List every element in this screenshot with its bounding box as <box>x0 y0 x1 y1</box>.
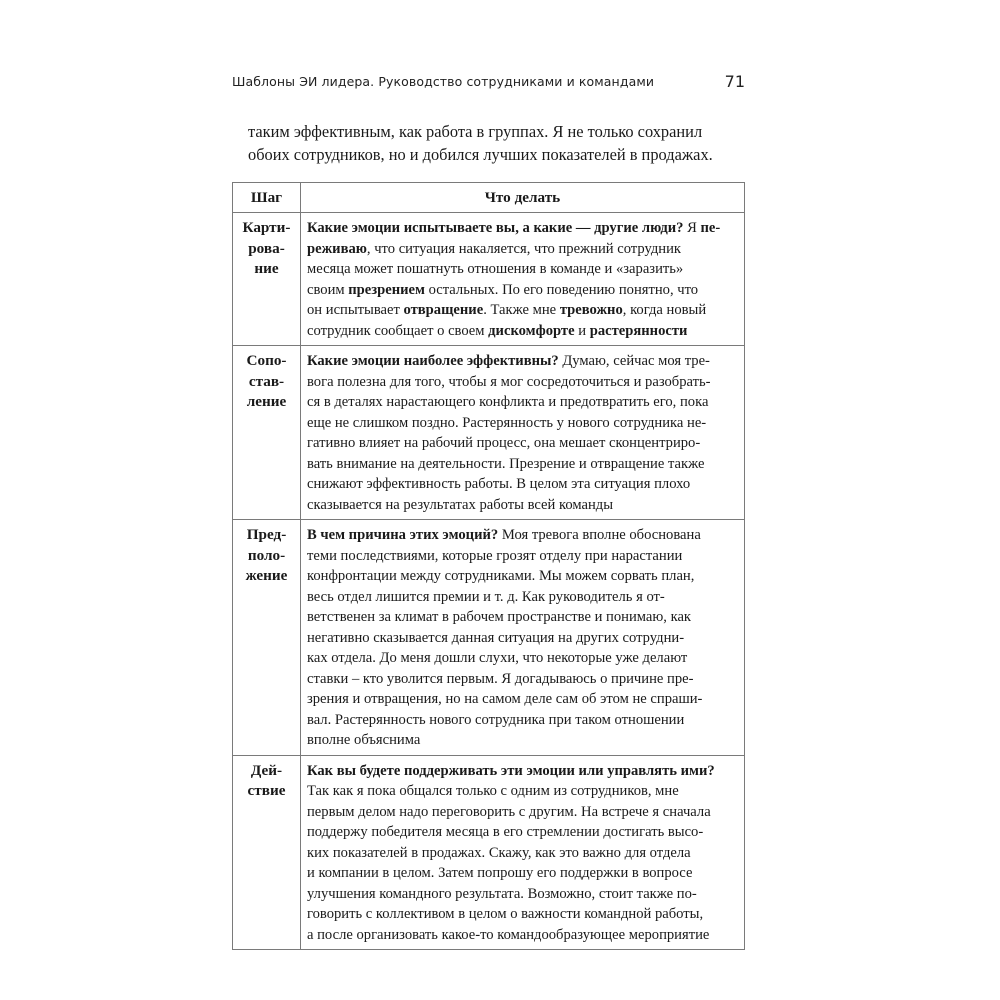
body-text: ких показателей в продажах. Скажу, как это важно для отдела <box>307 844 691 861</box>
table-row <box>233 213 745 346</box>
emphasis-text: реживаю <box>307 240 367 257</box>
header-step: Шаг <box>233 183 301 213</box>
step-name-part: Карти- <box>242 219 291 236</box>
body-text: весь отдел лишится премии и т. д. Как руководитель я от- <box>307 588 665 605</box>
action-text-line <box>307 474 740 495</box>
step-cell <box>233 213 301 346</box>
body-text: Я <box>683 220 701 236</box>
page-number: 71 <box>724 72 745 91</box>
step-name-part: Дей- <box>250 761 283 779</box>
table-body <box>233 213 745 950</box>
body-text: сказывается на результатах работы всей команды <box>307 496 614 513</box>
body-text: вога полезна для того, чтобы я мог сосредоточиться и разобрать- <box>307 373 711 390</box>
emphasis-text: растерянности <box>589 322 688 339</box>
action-cell <box>301 755 745 950</box>
body-text: сотрудник сообщает о своем <box>307 322 489 339</box>
body-text: и <box>574 322 590 339</box>
table-header-row <box>233 183 745 213</box>
body-text: снижают эффективность работы. В целом эта ситуация плохо <box>307 476 691 492</box>
table-row <box>233 346 745 520</box>
action-text-line <box>307 351 740 372</box>
body-text: и компании в целом. Затем попрошу его поддержки в вопросе <box>307 865 693 881</box>
action-text-line <box>307 495 740 516</box>
intro-line: обоих сотрудников, но и добился лучших показателей в продажах. <box>248 145 713 164</box>
body-text: говорить с коллективом в целом о важности командной работы, <box>307 906 704 922</box>
table-row <box>233 520 745 756</box>
step-name-part: ствие <box>247 782 286 799</box>
action-text-line <box>307 218 740 239</box>
action-text-line <box>307 454 740 475</box>
intro-line: таким эффективным, как работа в группах. Я не только сохранил <box>248 122 703 141</box>
action-text-line <box>307 781 740 802</box>
action-text-line <box>307 648 740 669</box>
ei-steps-table <box>232 182 745 950</box>
action-text-line <box>307 710 740 731</box>
emphasis-text: Какие эмоции испытываете вы, а какие — другие люди? <box>307 220 684 236</box>
step-name-part: поло- <box>247 546 286 564</box>
body-text: конфронтации между сотрудниками. Мы можем сорвать план, <box>307 568 695 584</box>
emphasis-text: отвращение <box>403 302 484 318</box>
action-text-line <box>307 259 740 280</box>
action-text-line <box>307 587 740 608</box>
step-name-part: жение <box>245 567 288 584</box>
action-text-line <box>307 628 740 649</box>
action-text-line <box>307 413 740 434</box>
body-text: вал. Растерянность нового сотрудника при таком отношении <box>307 711 685 728</box>
body-text: зрения и отвращения, но на самом деле сам об этом не спраши- <box>307 691 703 707</box>
body-text: Думаю, сейчас моя тре- <box>558 353 710 369</box>
action-cell <box>301 213 745 346</box>
body-text: вать внимание на деятельности. Презрение и отвращение также <box>307 455 705 472</box>
body-text: Моя тревога вполне обоснована <box>498 527 701 543</box>
step-name-part: Пред- <box>246 526 287 543</box>
step-name-part: Сопо- <box>246 352 287 369</box>
body-text: первым делом надо переговорить с другим. На встрече я сначала <box>307 803 711 820</box>
action-text-line <box>307 546 740 567</box>
emphasis-text: презрением <box>348 281 425 298</box>
action-cell <box>301 346 745 520</box>
body-text: негативно сказывается данная ситуация на других сотрудни- <box>307 629 685 646</box>
action-text-line <box>307 669 740 690</box>
step-cell <box>233 755 301 950</box>
emphasis-text: тревожно <box>559 302 623 318</box>
step-cell <box>233 520 301 756</box>
step-cell <box>233 346 301 520</box>
action-text-line <box>307 372 740 393</box>
emphasis-text: Как вы будете поддерживать эти эмоции или управлять ими? <box>307 762 715 779</box>
body-text: он испытывает <box>307 302 404 318</box>
body-text: теми последствиями, которые грозят отделу при нарастании <box>307 547 683 564</box>
action-text-line <box>307 525 740 546</box>
body-text: остальных. По его поведению понятно, что <box>424 281 699 298</box>
step-name-part: рова- <box>248 239 285 257</box>
action-text-line <box>307 761 740 782</box>
running-title: Шаблоны ЭИ лидера. Руководство сотрудниками и командами <box>232 74 655 89</box>
step-name-part: ление <box>246 393 287 410</box>
body-text: гативно влияет на рабочий процесс, она мешает сконцентриро- <box>307 435 701 451</box>
step-name-part: ние <box>254 260 279 277</box>
body-text: ках отдела. До меня дошли слухи, что некоторые уже делают <box>307 650 688 666</box>
intro-paragraph <box>248 120 748 166</box>
body-text: ся в деталях нарастающего конфликта и предотвратить его, пока <box>307 394 709 410</box>
step-name-part: став- <box>248 372 285 390</box>
action-text-line <box>307 607 740 628</box>
body-text: месяца может пошатнуть отношения в команде и «заразить» <box>307 261 684 277</box>
emphasis-text: дискомфорте <box>488 322 575 339</box>
body-text: ветственен за климат в рабочем пространстве и понимаю, как <box>307 609 692 625</box>
action-text-line <box>307 689 740 710</box>
body-text: , что ситуация накаляется, что прежний сотрудник <box>366 240 681 257</box>
header-action: Что делать <box>301 183 745 213</box>
action-text-line <box>307 321 740 342</box>
action-text-line <box>307 863 740 884</box>
body-text: а после организовать какое-то командообразующее мероприятие <box>307 926 710 943</box>
action-text-line <box>307 300 740 321</box>
body-text: еще не слишком поздно. Растерянность у нового сотрудника не- <box>307 414 707 431</box>
action-text-line <box>307 925 740 946</box>
body-text: вполне объяснима <box>307 732 421 748</box>
emphasis-text: Какие эмоции наиболее эффективны? <box>307 353 559 369</box>
action-text-line <box>307 392 740 413</box>
action-text-line <box>307 822 740 843</box>
body-text: Так как я пока общался только с одним из сотрудников, мне <box>307 783 679 799</box>
action-text-line <box>307 730 740 751</box>
body-text: своим <box>307 281 349 298</box>
action-text-line <box>307 884 740 905</box>
action-text-line <box>307 802 740 823</box>
action-cell <box>301 520 745 756</box>
running-head <box>232 72 745 94</box>
body-text: . Также мне <box>483 302 560 318</box>
body-text: , когда новый <box>622 302 707 318</box>
action-text-line <box>307 566 740 587</box>
action-text-line <box>307 904 740 925</box>
emphasis-text: пе- <box>700 220 721 236</box>
action-text-line <box>307 843 740 864</box>
body-text: улучшения командного результата. Возможно, стоит также по- <box>307 885 697 902</box>
action-text-line <box>307 239 740 260</box>
action-text-line <box>307 433 740 454</box>
body-text: поддержу победителя месяца в его стремлении достигать высо- <box>307 824 704 840</box>
emphasis-text: В чем причина этих эмоций? <box>307 527 499 543</box>
table-row <box>233 755 745 950</box>
action-text-line <box>307 280 740 301</box>
body-text: ставки – кто уволится первым. Я догадываюсь о причине пре- <box>307 670 694 687</box>
